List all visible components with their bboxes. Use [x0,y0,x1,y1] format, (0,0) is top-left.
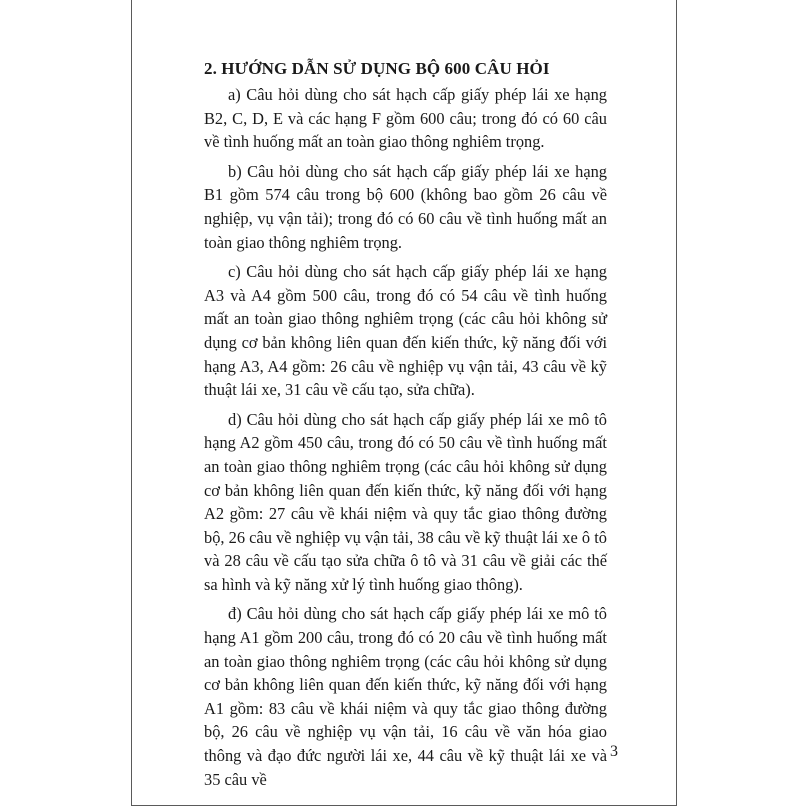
page-content [204,57,607,797]
section-heading: 2. HƯỚNG DẪN SỬ DỤNG BỘ 600 CÂU HỎI [204,59,550,78]
paragraph-a: a) Câu hỏi dùng cho sát hạch cấp giấy phép lái xe hạng B2, C, D, E và các hạng F gồm 600 câu; trong đó có 60 câu về tình huống mất an toàn giao thông nghiêm trọng. [204,85,607,152]
paragraph-dd: đ) Câu hỏi dùng cho sát hạch cấp giấy phép lái xe mô tô hạng A1 gồm 200 câu, trong đó có 20 câu về tình huống mất an toàn giao thông nghiêm trọng (các câu hỏi không sử dụng cơ bản không liên quan đến kiến thức, kỹ năng đối với hạng A1 gồm: 83 câu về khái niệm và quy tắc giao thông đường bộ, 26 câu về nghiệp vụ vận tải, 16 câu về văn hóa giao thông và đạo đức người lái xe, 44 câu về kỹ thuật lái xe và 35 câu về [204,604,607,789]
paragraph-d: d) Câu hỏi dùng cho sát hạch cấp giấy phép lái xe mô tô hạng A2 gồm 450 câu, trong đó có 50 câu về tình huống mất an toàn giao thông nghiêm trọng (các câu hỏi không sử dụng cơ bản không liên quan đến kiến thức, kỹ năng đối với hạng A2 gồm: 27 câu về khái niệm và quy tắc giao thông đường bộ, 26 câu về nghiệp vụ vận tải, 38 câu về kỹ thuật lái xe ô tô và 28 câu về cấu tạo sửa chữa ô tô và 31 câu về giải các thế sa hình và kỹ năng xử lý tình huống giao thông). [204,409,607,594]
paragraph-b: b) Câu hỏi dùng cho sát hạch cấp giấy phép lái xe hạng B1 gồm 574 câu trong bộ 600 (không bao gồm 26 câu về nghiệp, vụ vận tải); trong đó có 60 câu về tình huống mất an toàn giao thông nghiêm trọng. [204,161,607,252]
paragraph-c: c) Câu hỏi dùng cho sát hạch cấp giấy phép lái xe hạng A3 và A4 gồm 500 câu, trong đó có 54 câu về tình huống mất an toàn giao thông nghiêm trọng (các câu hỏi không sử dụng cơ bản không liên quan đến kiến thức, kỹ năng đối với hạng A3, A4 gồm: 26 câu về nghiệp vụ vận tải, 43 câu về kỹ thuật lái xe, 31 câu về cấu tạo, sửa chữa). [204,262,607,400]
page-number: 3 [610,743,618,760]
book-page [131,0,677,806]
